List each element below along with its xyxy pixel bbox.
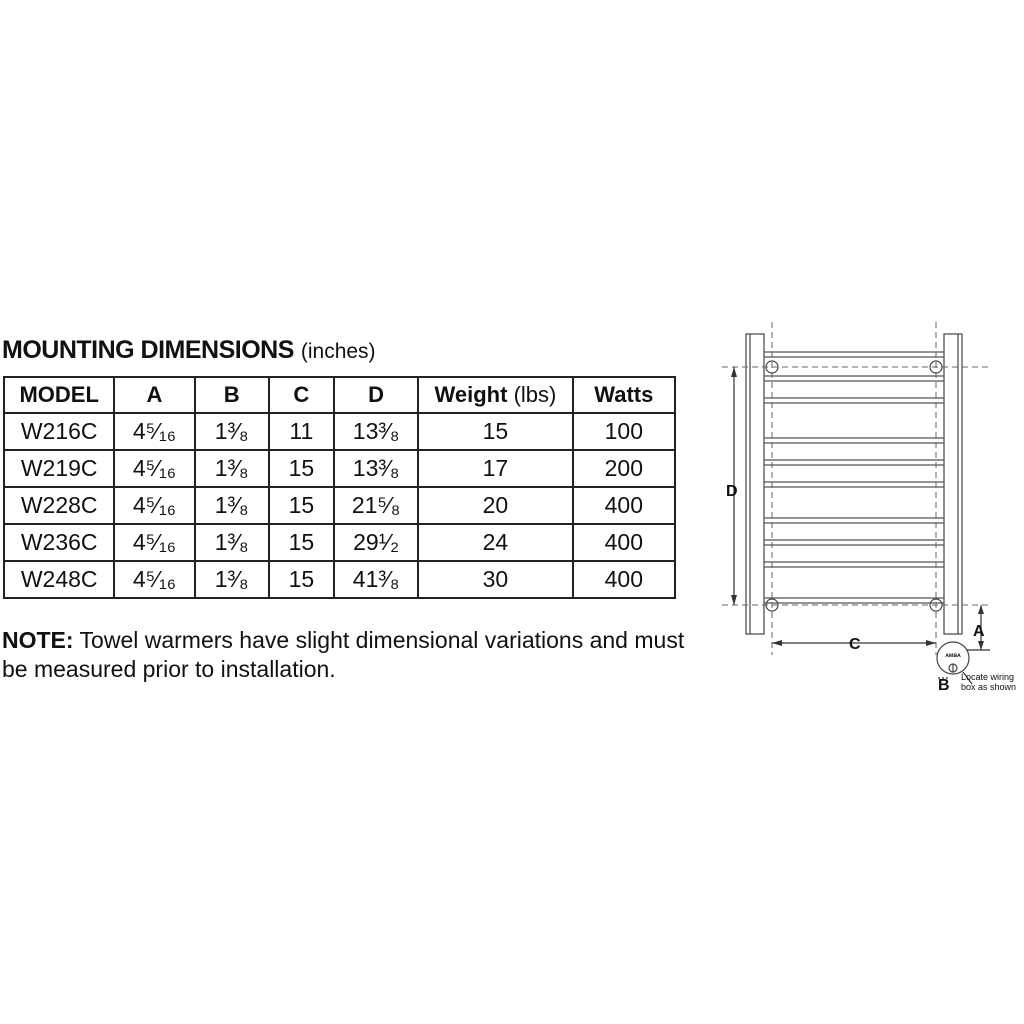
- cell-d: 21⁵⁄₈: [334, 487, 418, 524]
- cell-weight: 15: [418, 413, 572, 450]
- cell-b: 1³⁄₈: [195, 561, 269, 598]
- cell-weight: 17: [418, 450, 572, 487]
- header-model: MODEL: [4, 377, 114, 413]
- table-header-row: [4, 377, 675, 413]
- header-c: C: [269, 377, 334, 413]
- cell-d: 29¹⁄₂: [334, 524, 418, 561]
- cell-b: 1³⁄₈: [195, 524, 269, 561]
- note-label: NOTE:: [2, 627, 74, 653]
- header-d: D: [334, 377, 418, 413]
- cell-a: 4⁵⁄₁₆: [114, 487, 194, 524]
- table-row: [4, 413, 675, 450]
- cell-d: 41³⁄₈: [334, 561, 418, 598]
- cell-weight: 30: [418, 561, 572, 598]
- table-row: [4, 487, 675, 524]
- label-c: C: [849, 636, 861, 653]
- cell-watts: 200: [573, 450, 675, 487]
- label-a: A: [973, 623, 985, 640]
- left-rail: [746, 334, 764, 634]
- cell-model: W248C: [4, 561, 114, 598]
- cell-b: 1³⁄₈: [195, 413, 269, 450]
- table-row: [4, 561, 675, 598]
- cell-watts: 100: [573, 413, 675, 450]
- cell-model: W216C: [4, 413, 114, 450]
- cell-weight: 24: [418, 524, 572, 561]
- header-watts: Watts: [573, 377, 675, 413]
- brand-mark: ᴀᴍʙᴀ: [945, 653, 961, 659]
- cell-watts: 400: [573, 561, 675, 598]
- cell-model: W228C: [4, 487, 114, 524]
- table-row: [4, 524, 675, 561]
- note-text: Towel warmers have slight dimensional variations and must be measured prior to installation.: [2, 627, 685, 682]
- cell-c: 15: [269, 487, 334, 524]
- cell-watts: 400: [573, 487, 675, 524]
- towel-bars: [764, 352, 944, 603]
- right-rail: [944, 334, 962, 634]
- table-row: [4, 450, 675, 487]
- cell-a: 4⁵⁄₁₆: [114, 524, 194, 561]
- cell-b: 1³⁄₈: [195, 450, 269, 487]
- header-weight-unit: (lbs): [513, 382, 557, 407]
- dimensions-table: [3, 376, 676, 599]
- header-weight-label: Weight: [434, 382, 508, 407]
- cell-watts: 400: [573, 524, 675, 561]
- cell-a: 4⁵⁄₁₆: [114, 450, 194, 487]
- wiring-note-line1: Locate wiring: [961, 672, 1015, 682]
- header-b: B: [195, 377, 269, 413]
- cell-a: 4⁵⁄₁₆: [114, 561, 194, 598]
- cell-c: 15: [269, 524, 334, 561]
- wiring-note-line2: box as shown: [961, 682, 1017, 692]
- label-b: B: [938, 677, 950, 694]
- cell-d: 13³⁄₈: [334, 413, 418, 450]
- title-main: MOUNTING DIMENSIONS: [2, 336, 294, 364]
- cell-d: 13³⁄₈: [334, 450, 418, 487]
- cell-c: 15: [269, 561, 334, 598]
- towel-warmer-diagram: [715, 320, 1020, 700]
- cell-a: 4⁵⁄₁₆: [114, 413, 194, 450]
- cell-c: 15: [269, 450, 334, 487]
- cell-weight: 20: [418, 487, 572, 524]
- installation-note: [2, 626, 692, 684]
- header-weight: [418, 377, 572, 413]
- label-d: D: [726, 483, 738, 500]
- header-a: A: [114, 377, 194, 413]
- cell-c: 11: [269, 413, 334, 450]
- cell-model: W236C: [4, 524, 114, 561]
- title-unit: (inches): [300, 340, 376, 363]
- page-title: [2, 336, 376, 365]
- cell-b: 1³⁄₈: [195, 487, 269, 524]
- cell-model: W219C: [4, 450, 114, 487]
